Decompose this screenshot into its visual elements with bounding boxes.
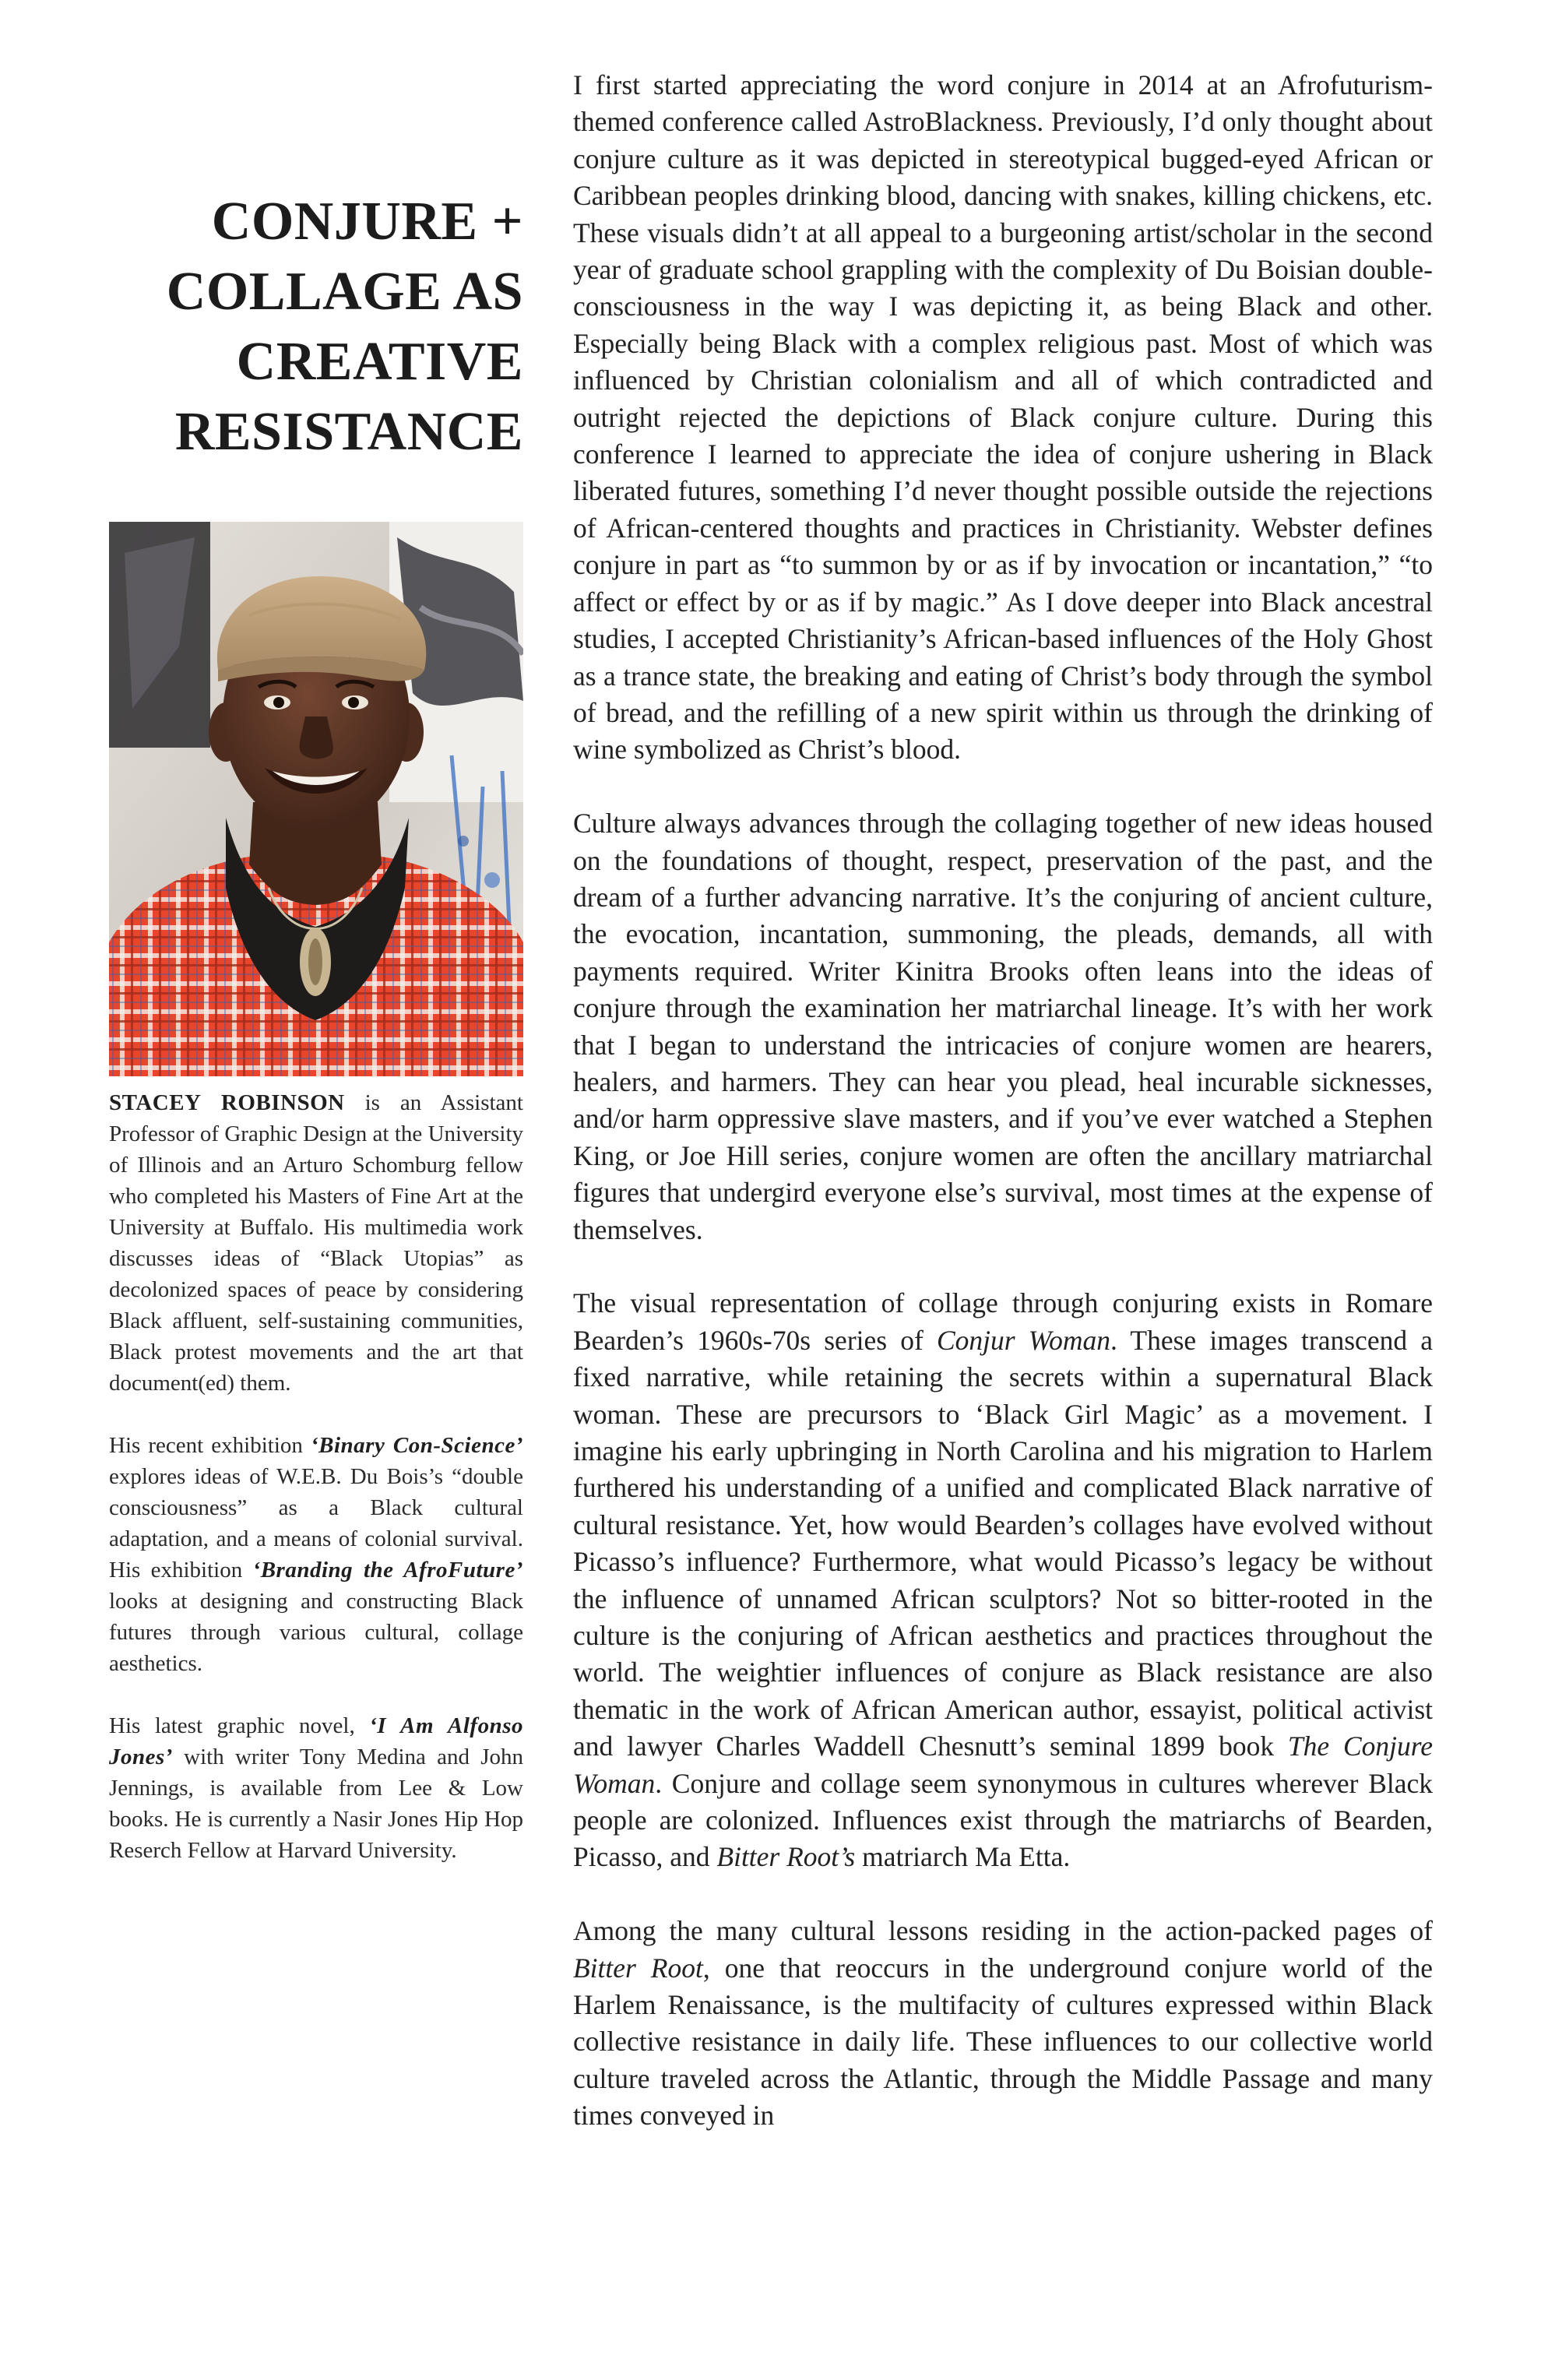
title-line-1: CONJURE + xyxy=(211,192,523,252)
italic-title-bitter-root: Bitter Root xyxy=(573,1952,703,1984)
title-line-4: RESISTANCE xyxy=(174,402,523,462)
exhibition-title-1: ‘Binary Con-Science’ xyxy=(310,1433,523,1458)
article-body xyxy=(573,67,1433,2171)
bio-paragraph-2: His recent exhibition ‘Binary Con-Science’ explores ideas of W.E.B. Du Bois’s “double consciousness” as a Black cultural adaptation, and a means of colonial survival. His exhibition ‘Branding the AfroFuture’ looks at designing and constructing Black futures through various cultural, collage aesthetics. xyxy=(109,1433,524,1676)
title-line-3: CREATIVE xyxy=(236,332,523,392)
left-column xyxy=(109,187,523,1897)
title-line-2: COLLAGE AS xyxy=(166,262,523,322)
bio-paragraph-3: His latest graphic novel, ‘I Am Alfonso Jones’ with writer Tony Medina and John Jennings, is available from Lee & Low books. He is currently a Nasir Jones Hip Hop Reserch Fellow at Harvard University. xyxy=(109,1713,523,1863)
article-title xyxy=(109,187,523,467)
body-paragraph-1: I first started appreciating the word conjure in 2014 at an Afrofuturism-themed conference called AstroBlackness. Previously, I’d only thought about conjure culture as it was depicted in stereotypical bugged-eyed African or Caribbean peoples drinking blood, dancing with snakes, killing chickens, etc. These visuals didn’t at all appeal to a burgeoning artist/scholar in the second year of graduate school grappling with the complexity of Du Boisian double-consciousness in the way I was depicting it, as being Black and other. Especially being Black with a complex religious past. Most of which was influenced by Christian colonialism and all of which contradicted and outright rejected the depictions of Black conjure culture. During this conference I learned to appreciate the idea of conjure ushering in Black liberated futures, something I’d never thought possible outside the rejections of African-centered thoughts and practices in Christianity. Webster defines conjure in part as “to summon by or as if by invocation or incantation,” “to affect or effect by or as if by magic.” As I dove deeper into Black ancestral studies, I accepted Christianity’s African-based influences of the Holy Ghost as a trance state, the breaking and eating of Christ’s body through the symbol of bread, and the refilling of a new spirit within us through the drinking of wine symbolized as Christ’s blood. xyxy=(573,69,1433,766)
author-name: STACEY ROBINSON xyxy=(109,1090,345,1115)
italic-title-the-conjure-woman: The Conjure Woman xyxy=(573,1730,1434,1799)
italic-title-bitter-roots: Bitter Root’s xyxy=(716,1841,856,1873)
body-paragraph-4: Among the many cultural lessons residing in the action-packed pages of Bitter Root, one that reoccurs in the underground conjure world of the Harlem Renaissance, is the multifacity of cultures expressed within Black collective resistance in daily life. These influences to our collective world culture traveled across the Atlantic, through the Middle Passage and many times conveyed in xyxy=(573,1915,1433,2132)
exhibition-title-2: ‘Branding the AfroFuture’ xyxy=(252,1558,524,1583)
author-portrait-photo xyxy=(109,522,523,1076)
body-paragraph-2: Culture always advances through the collaging together of new ideas housed on the foundations of thought, respect, preservation of the past, and the dream of a further advancing narrative. It’s the conjuring of ancient culture, the evocation, incantation, summoning, the pleads, demands, all with payments required. Writer Kinitra Brooks often leans into the ideas of conjure through the examination her matriarchal lineage. It’s with her work that I began to understand the intricacies of conjure women are hearers, healers, and harmers. They can hear you plead, heal incurable sicknesses, and/or harm oppressive slave masters, and if you’ve ever watched a Stephen King, or Joe Hill series, conjure women are often the ancillary matriarchal figures that undergird everyone else’s survival, most times at the expense of themselves. xyxy=(573,808,1433,1245)
bio-paragraph-1: STACEY ROBINSON is an Assistant Professor of Graphic Design at the University of Illinois and an Arturo Schomburg fellow who completed his Masters of Fine Art at the University at Buffalo. His multimedia work discusses ideas of “Black Utopias” as decolonized spaces of peace by considering Black affluent, self-sustaining communities, Black protest movements and the art that document(ed) them. xyxy=(109,1090,523,1396)
body-paragraph-3: The visual representation of collage through conjuring exists in Romare Bearden’s 1960s-70s series of Conjur Woman. These images transcend a fixed narrative, while retaining the secrets within a supernatural Black woman. These are precursors to ‘Black Girl Magic’ as a movement. I imagine his early upbringing in North Carolina and his migration to Harlem furthered his understanding of a unified and complicated Black narrative of cultural resistance. Yet, how would Bearden’s collages have evolved without Picasso’s influence? Furthermore, what would Picasso’s legacy be without the influence of unnamed African sculptors? Not so bitter-rooted in the culture is the conjuring of African aesthetics and practices throughout the world. The weightier influences of conjure as Black resistance are also thematic in the work of African American author, essayist, political activist and lawyer Charles Waddell Chesnutt’s seminal 1899 book The Conjure Woman. Conjure and collage seem synonymous in cultures wherever Black people are colonized. Influences exist through the matriarchs of Bearden, Picasso, and Bitter Root’s matriarch Ma Etta. xyxy=(573,1287,1434,1873)
italic-title-conjur-woman: Conjur Woman xyxy=(937,1324,1110,1356)
novel-title: ‘I Am Alfonso Jones’ xyxy=(109,1713,523,1769)
author-bio xyxy=(109,1087,523,1866)
